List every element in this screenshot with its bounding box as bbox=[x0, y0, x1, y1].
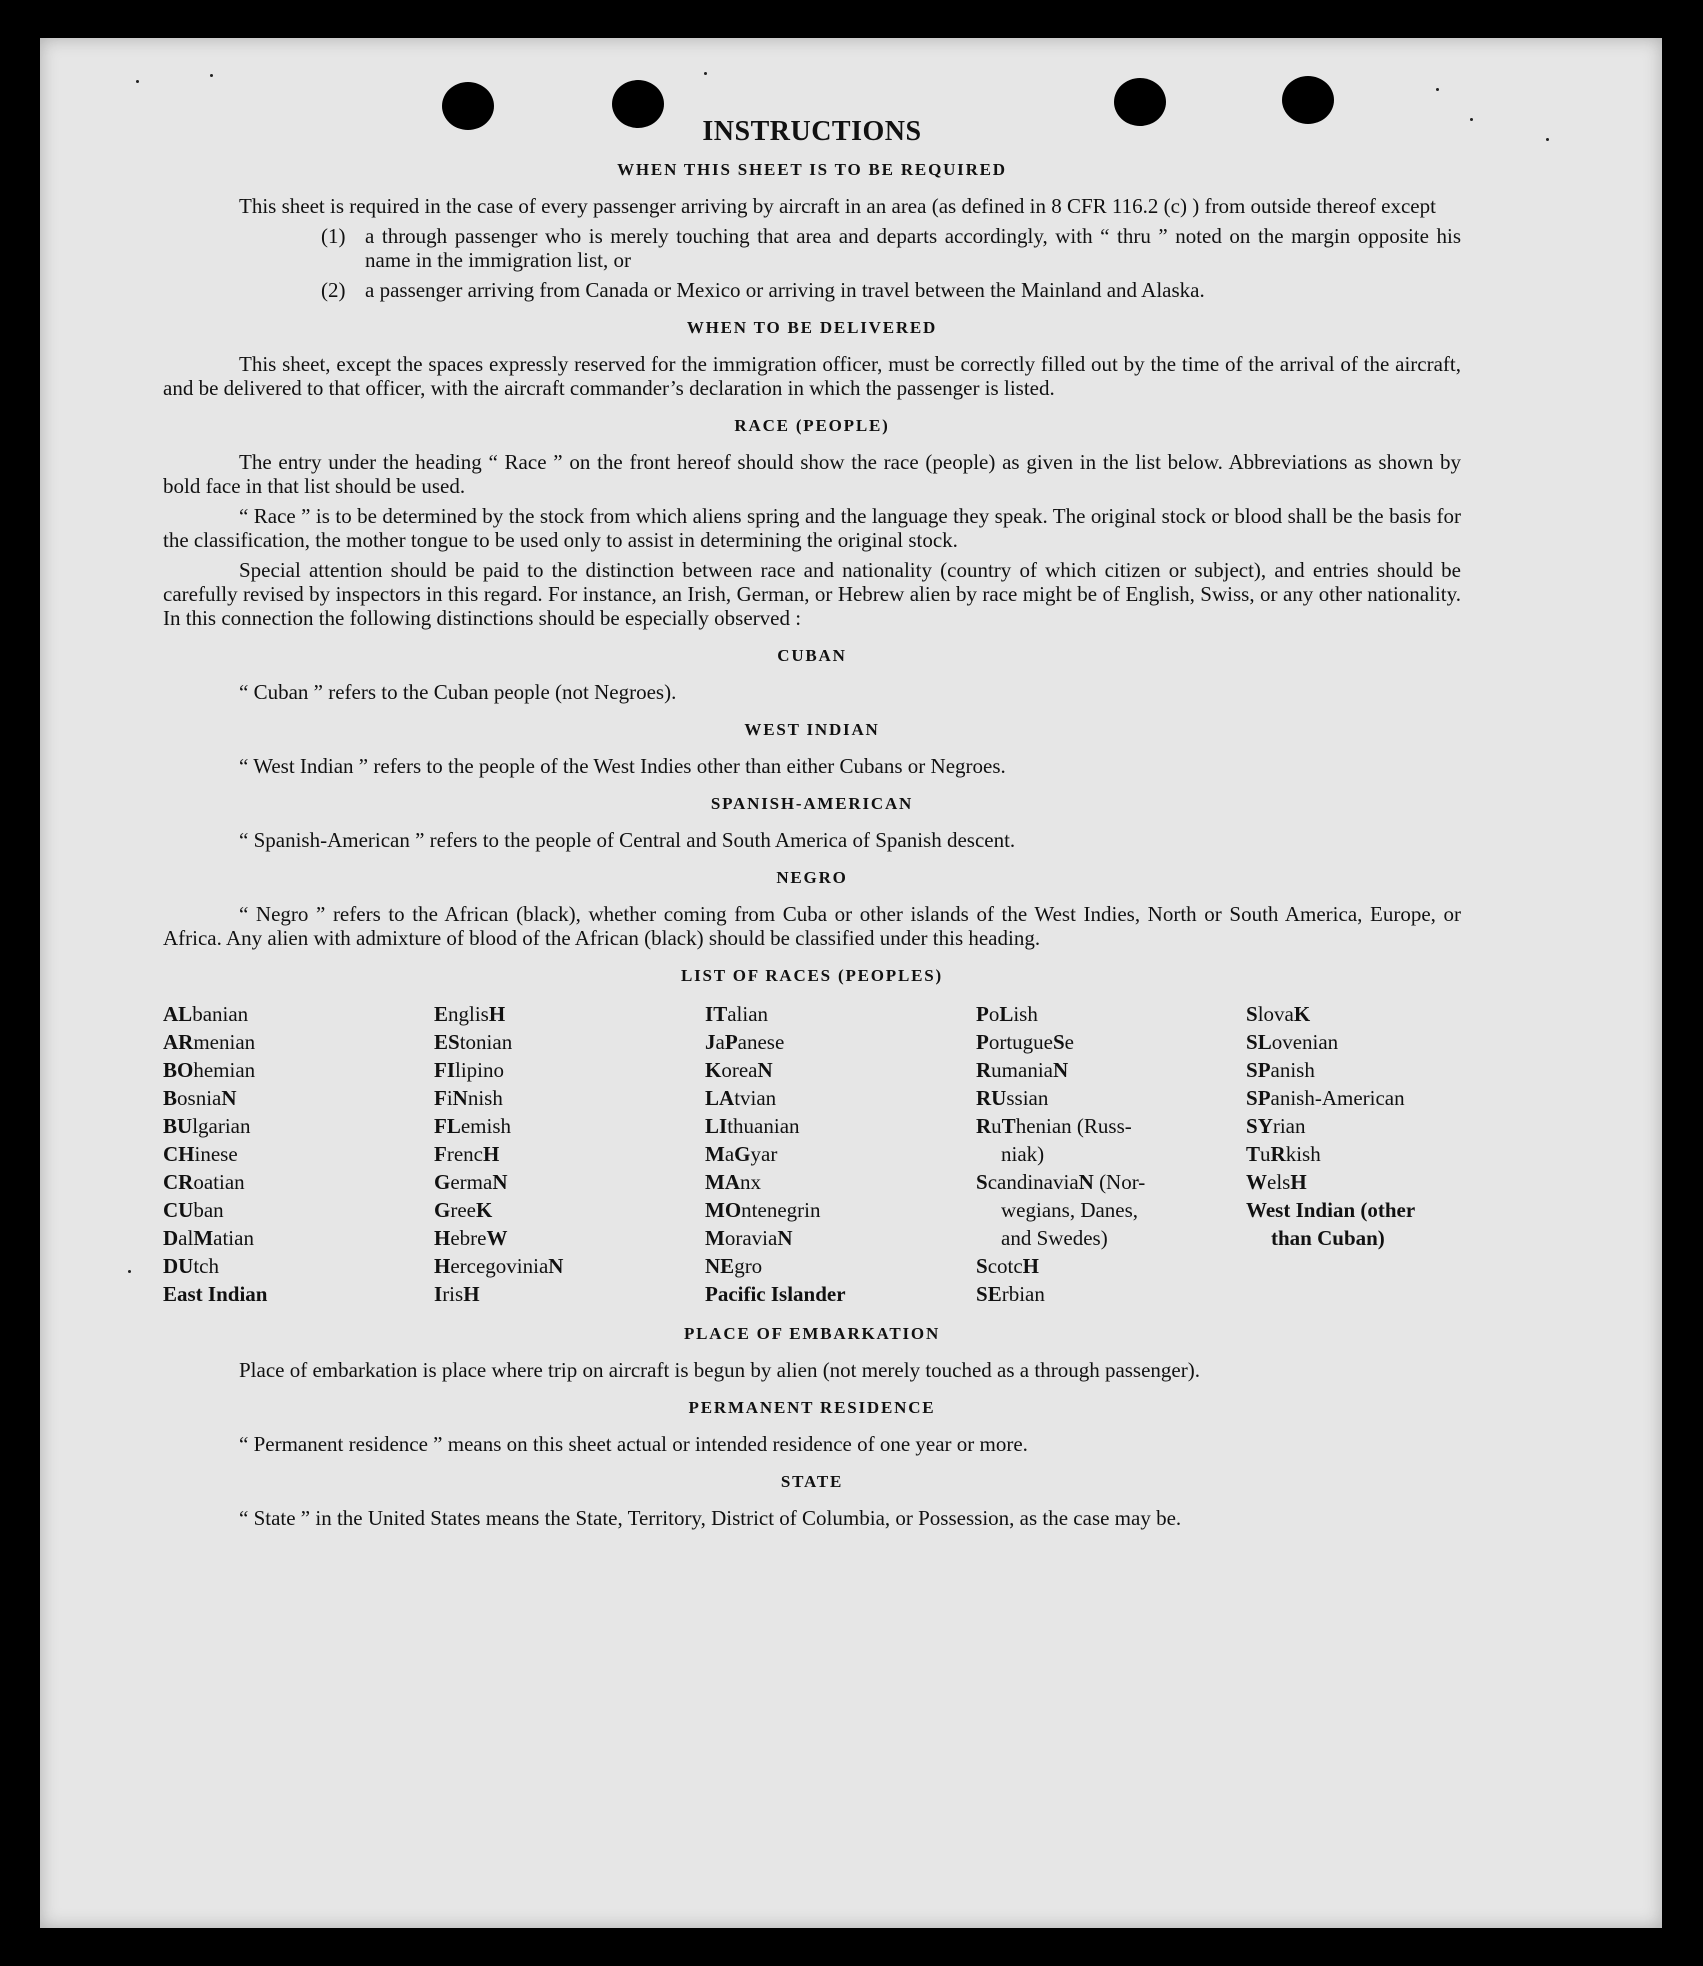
race-entry: DalMatian bbox=[163, 1226, 254, 1250]
state-text: “ State ” in the United States means the State, Territory, District of Columbia, or Possession, as the case may be. bbox=[239, 1506, 1182, 1530]
race-entry: PortugueSe bbox=[976, 1030, 1074, 1054]
race-entry: East Indian bbox=[163, 1282, 268, 1306]
race-entry: ScotcH bbox=[976, 1254, 1040, 1278]
race-entry: LIthuanian bbox=[705, 1114, 800, 1138]
required-intro-text: This sheet is required in the case of every passenger arriving by aircraft in an area (as defined in 8 CFR 116.2 (c) ) from outside thereof except bbox=[239, 194, 1436, 218]
race-entry: NEgro bbox=[705, 1254, 763, 1278]
spanish-american-heading: SPANISH-AMERICAN bbox=[710, 794, 914, 813]
race-entry: PoLish bbox=[976, 1002, 1038, 1026]
race-entry: WelsH bbox=[1246, 1170, 1307, 1194]
race-entry: wegians, Danes, bbox=[1001, 1198, 1139, 1222]
race-entry: ITalian bbox=[705, 1002, 769, 1026]
race-entry: LAtvian bbox=[705, 1086, 777, 1110]
instructions-content bbox=[163, 116, 1461, 1536]
race-entry: ALbanian bbox=[163, 1002, 249, 1026]
west-indian-heading: WEST INDIAN bbox=[744, 720, 880, 739]
required-heading: WHEN THIS SHEET IS TO BE REQUIRED bbox=[617, 160, 1007, 179]
race-entry: Pacific Islander bbox=[705, 1282, 846, 1306]
races-column bbox=[434, 1000, 705, 1308]
races-list bbox=[163, 1000, 1461, 1308]
cuban-text: “ Cuban ” refers to the Cuban people (not Negroes). bbox=[239, 680, 677, 704]
race-entry: CUban bbox=[163, 1198, 224, 1222]
item-number: (2) bbox=[321, 278, 346, 302]
list-item bbox=[321, 278, 1461, 302]
speck bbox=[704, 72, 707, 75]
delivered-heading: WHEN TO BE DELIVERED bbox=[686, 318, 938, 337]
cuban-heading: CUBAN bbox=[777, 646, 847, 665]
race-paragraph-3: Special attention should be paid to the distinction between race and nationality (country of which citizen or subject), and entries should be carefully revised by inspectors in this regard. For instance, an Irish, German, or Hebrew alien by race might be of English, Swiss, or any other nationality. In this connection the following distinctions should be especially observed : bbox=[163, 558, 1461, 630]
race-entry: SLovenian bbox=[1246, 1030, 1339, 1054]
race-entry: TuRkish bbox=[1246, 1142, 1321, 1166]
race-entry: FIlipino bbox=[434, 1058, 505, 1082]
race-entry: MAnx bbox=[705, 1170, 761, 1194]
race-entry: EnglisH bbox=[434, 1002, 506, 1026]
race-entry: SYrian bbox=[1246, 1114, 1306, 1138]
spanish-american-text: “ Spanish-American ” refers to the people of Central and South America of Spanish descent. bbox=[239, 828, 1016, 852]
race-entry: ScandinaviaN (Nor- bbox=[976, 1170, 1146, 1194]
race-entry: DUtch bbox=[163, 1254, 219, 1278]
speck bbox=[1546, 138, 1549, 141]
race-entry: MoraviaN bbox=[705, 1226, 793, 1250]
embarkation-text: Place of embarkation is place where trip on aircraft is begun by alien (not merely touched as a through passenger). bbox=[239, 1358, 1200, 1382]
race-entry: CHinese bbox=[163, 1142, 238, 1166]
race-entry: GermaN bbox=[434, 1170, 508, 1194]
races-column bbox=[976, 1000, 1246, 1308]
negro-text: “ Negro ” refers to the African (black), whether coming from Cuba or other islands of the West Indies, North or South America, Europe, or Africa. Any alien with admixture of blood of the African (black) should be classified under this heading. bbox=[163, 902, 1461, 950]
west-indian-text: “ West Indian ” refers to the people of the West Indies other than either Cubans or Negroes. bbox=[239, 754, 1006, 778]
list-item bbox=[321, 224, 1461, 272]
delivered-text: This sheet, except the spaces expressly reserved for the immigration officer, must be correctly filled out by the time of the arrival of the aircraft, and be delivered to that officer, with the aircraft commander’s declaration in which the passenger is listed. bbox=[163, 352, 1461, 400]
race-entry: and Swedes) bbox=[1001, 1226, 1108, 1250]
race-entry: FrencH bbox=[434, 1142, 500, 1166]
race-entry: BUlgarian bbox=[163, 1114, 251, 1138]
race-entry: FiNnish bbox=[434, 1086, 503, 1110]
race-entry: RuThenian (Russ- bbox=[976, 1114, 1132, 1138]
race-entry: FLemish bbox=[434, 1114, 512, 1138]
item-number: (1) bbox=[321, 224, 346, 248]
embarkation-heading: PLACE OF EMBARKATION bbox=[683, 1324, 941, 1343]
speck bbox=[136, 80, 139, 83]
residence-text: “ Permanent residence ” means on this sheet actual or intended residence of one year or more. bbox=[239, 1432, 1028, 1456]
race-entry: GreeK bbox=[434, 1198, 493, 1222]
race-paragraph-1: The entry under the heading “ Race ” on the front hereof should show the race (people) as given in the list below. Abbreviations as shown by bold face in that list should be used. bbox=[163, 450, 1461, 498]
race-entry: HebreW bbox=[434, 1226, 508, 1250]
race-entry: SPanish-American bbox=[1246, 1086, 1405, 1110]
item-text: a passenger arriving from Canada or Mexico or arriving in travel between the Mainland and Alaska. bbox=[365, 278, 1205, 302]
race-entry: IrisH bbox=[434, 1282, 480, 1306]
race-entry: RumaniaN bbox=[976, 1058, 1069, 1082]
race-entry: EStonian bbox=[434, 1030, 513, 1054]
race-entry: RUssian bbox=[976, 1086, 1049, 1110]
punch-hole bbox=[1114, 78, 1166, 126]
race-entry: CRoatian bbox=[163, 1170, 245, 1194]
race-entry: HercegoviniaN bbox=[434, 1254, 564, 1278]
race-entry: SlovaK bbox=[1246, 1002, 1311, 1026]
race-entry: SErbian bbox=[976, 1282, 1045, 1306]
race-entry: MaGyar bbox=[705, 1142, 778, 1166]
speck bbox=[1470, 118, 1473, 121]
punch-hole bbox=[1282, 76, 1334, 124]
race-paragraph-2: “ Race ” is to be determined by the stock from which aliens spring and the language they speak. The original stock or blood shall be the basis for the classification, the mother tongue to be used only to assist in determining the original stock. bbox=[163, 504, 1461, 552]
race-entry: JaPanese bbox=[705, 1030, 785, 1054]
speck bbox=[1436, 88, 1439, 91]
state-heading: STATE bbox=[780, 1472, 844, 1491]
speck bbox=[128, 1270, 131, 1273]
race-entry: SPanish bbox=[1246, 1058, 1315, 1082]
races-column bbox=[1246, 1000, 1461, 1308]
residence-heading: PERMANENT RESIDENCE bbox=[688, 1398, 936, 1417]
races-column bbox=[705, 1000, 976, 1308]
race-entry: MOntenegrin bbox=[705, 1198, 821, 1222]
required-intro bbox=[163, 194, 1461, 218]
negro-heading: NEGRO bbox=[776, 868, 848, 887]
race-entry: niak) bbox=[1001, 1142, 1045, 1166]
race-entry: BosniaN bbox=[163, 1086, 237, 1110]
race-entry: BOhemian bbox=[163, 1058, 256, 1082]
race-entry: than Cuban) bbox=[1271, 1226, 1385, 1250]
item-text: a through passenger who is merely touching that area and departs accordingly, with “ thru ” noted on the margin opposite his name in the immigration list, or bbox=[365, 224, 1461, 272]
page-title: INSTRUCTIONS bbox=[702, 116, 922, 147]
race-entry: ARmenian bbox=[163, 1030, 256, 1054]
races-column bbox=[163, 1000, 434, 1308]
speck bbox=[210, 74, 213, 77]
race-entry: West Indian (other bbox=[1246, 1198, 1416, 1222]
race-entry: KoreaN bbox=[705, 1058, 773, 1082]
race-heading: RACE (PEOPLE) bbox=[734, 416, 890, 435]
races-list-heading: LIST OF RACES (PEOPLES) bbox=[681, 966, 943, 985]
